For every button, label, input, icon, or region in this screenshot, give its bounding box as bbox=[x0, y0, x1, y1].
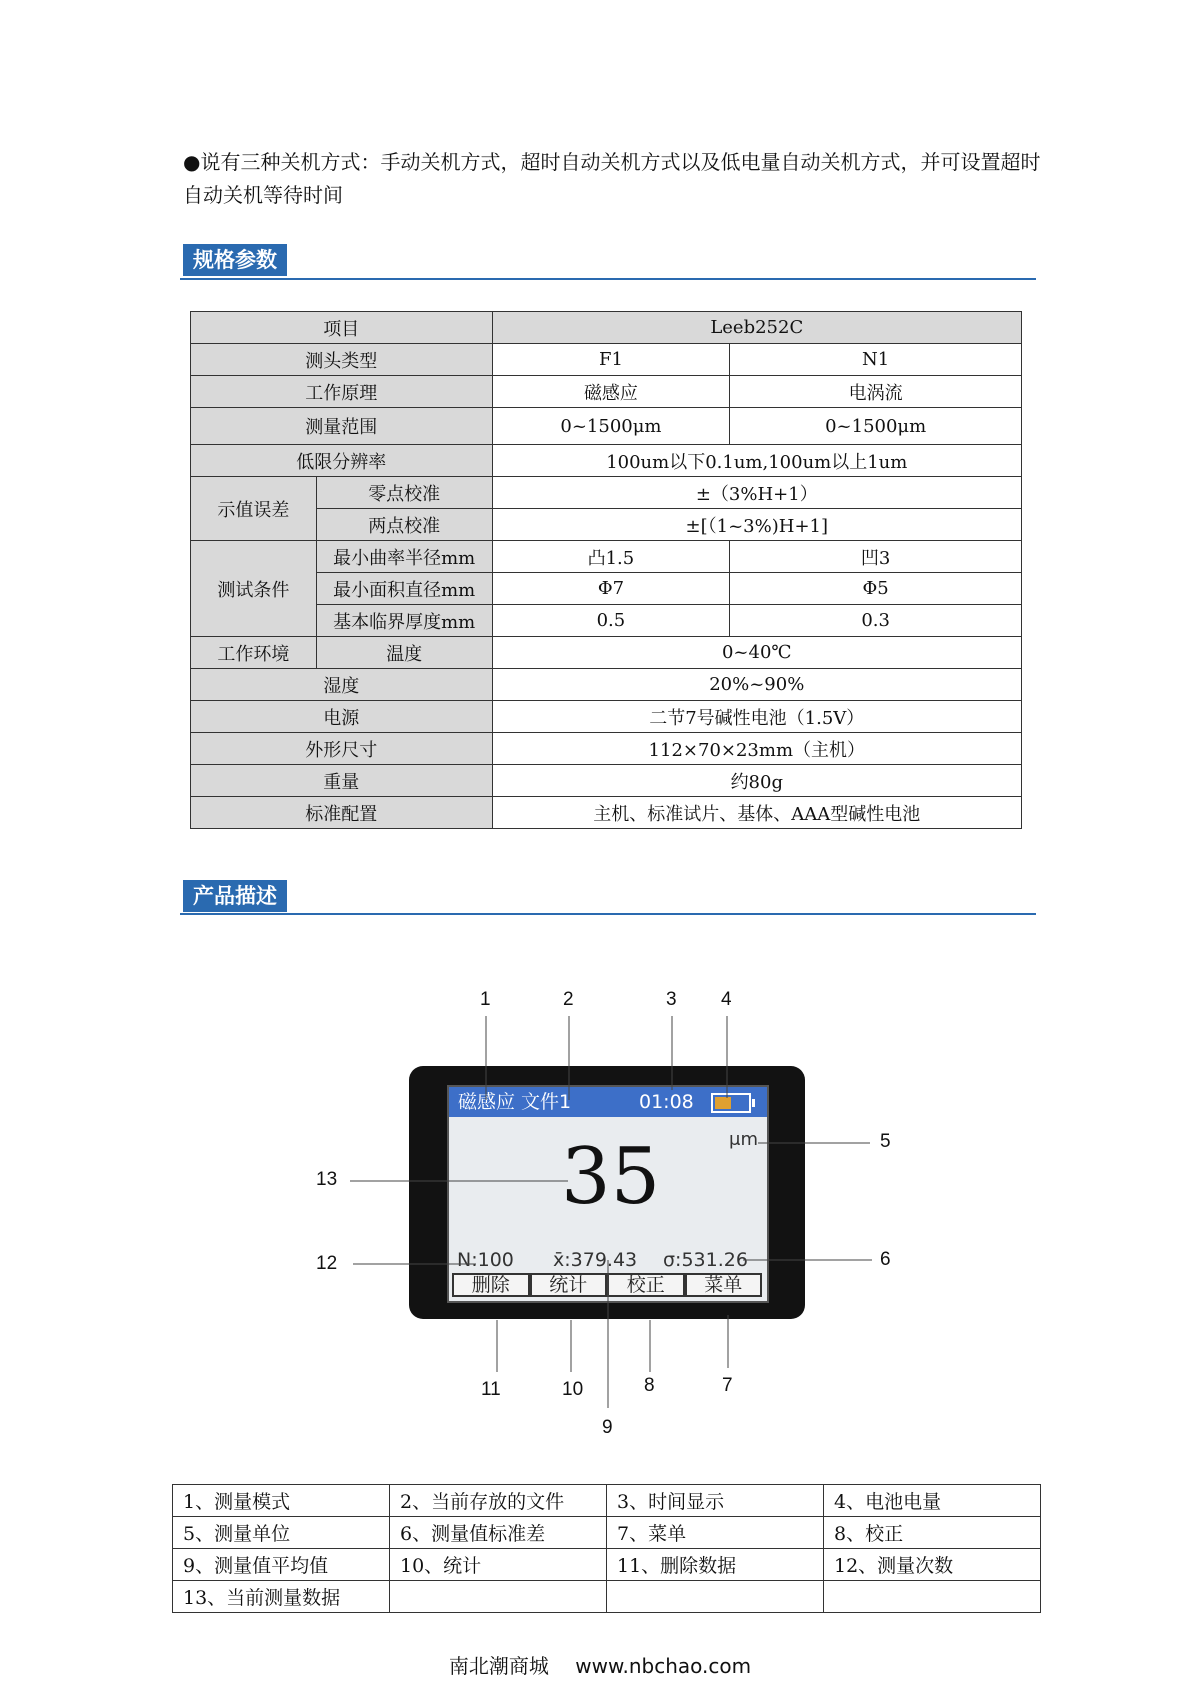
delete-button[interactable]: 删除 bbox=[452, 1273, 530, 1297]
table-cell bbox=[824, 1581, 1041, 1613]
callout-3: 3 bbox=[666, 989, 677, 1010]
table-cell: 4、电池电量 bbox=[824, 1485, 1041, 1517]
table-cell: 100um以下0.1um,100um以上1um bbox=[492, 445, 1021, 477]
table-cell: 两点校准 bbox=[316, 509, 492, 541]
table-cell: 外形尺寸 bbox=[191, 733, 493, 765]
current-value: 35 bbox=[561, 1132, 661, 1222]
mean-label: x̄:379.43 bbox=[553, 1249, 638, 1271]
table-cell: ±（3%H+1） bbox=[492, 477, 1021, 509]
table-cell bbox=[607, 1581, 824, 1613]
table-cell bbox=[390, 1581, 607, 1613]
callout-1: 1 bbox=[480, 989, 491, 1010]
callout-4: 4 bbox=[721, 989, 732, 1010]
table-cell: 10、统计 bbox=[390, 1549, 607, 1581]
section-title-spec-label: 规格参数 bbox=[183, 244, 287, 276]
table-cell: 基本临界厚度mm bbox=[316, 605, 492, 637]
table-cell: 2、当前存放的文件 bbox=[390, 1485, 607, 1517]
table-cell: 0~1500μm bbox=[492, 408, 730, 445]
table-cell: 0~1500μm bbox=[730, 408, 1022, 445]
table-row bbox=[173, 1581, 1041, 1613]
table-cell: 0.3 bbox=[730, 605, 1022, 637]
table-cell: 磁感应 bbox=[492, 376, 730, 408]
table-cell: 零点校准 bbox=[316, 477, 492, 509]
table-cell: 二节7号碱性电池（1.5V） bbox=[492, 701, 1021, 733]
unit-label: μm bbox=[729, 1129, 758, 1150]
table-cell: 凹3 bbox=[730, 541, 1022, 573]
table-cell: Φ5 bbox=[730, 573, 1022, 605]
callout-7: 7 bbox=[722, 1375, 733, 1396]
time-display: 01:08 bbox=[639, 1091, 694, 1113]
sigma-label: σ:531.26 bbox=[663, 1249, 748, 1271]
callout-8: 8 bbox=[644, 1375, 655, 1396]
table-cell: 112×70×23mm（主机） bbox=[492, 733, 1021, 765]
table-cell: 0.5 bbox=[492, 605, 730, 637]
table-cell: Φ7 bbox=[492, 573, 730, 605]
intro-paragraph: ●说有三种关机方式：手动关机方式，超时自动关机方式以及低电量自动关机方式，并可设置超时自动关机等待时间 bbox=[183, 150, 1041, 207]
legend-table bbox=[172, 1484, 1041, 1613]
table-cell: 5、测量单位 bbox=[173, 1517, 390, 1549]
callout-13: 13 bbox=[316, 1169, 338, 1190]
table-cell: Leeb252C bbox=[492, 312, 1021, 344]
table-cell: 项目 bbox=[191, 312, 493, 344]
table-cell: 7、菜单 bbox=[607, 1517, 824, 1549]
table-cell: 8、校正 bbox=[824, 1517, 1041, 1549]
callout-2: 2 bbox=[563, 989, 574, 1010]
table-cell: 电涡流 bbox=[730, 376, 1022, 408]
table-cell: 主机、标准试片、基体、AAA型碱性电池 bbox=[492, 797, 1021, 829]
table-cell: 温度 bbox=[316, 637, 492, 669]
footer-store-name: 南北潮商城 bbox=[448, 1654, 549, 1678]
table-cell: 标准配置 bbox=[191, 797, 493, 829]
table-cell: 湿度 bbox=[191, 669, 493, 701]
callout-6: 6 bbox=[880, 1249, 891, 1270]
table-cell: 测试条件 bbox=[191, 541, 317, 637]
table-cell: 3、时间显示 bbox=[607, 1485, 824, 1517]
table-cell: 最小曲率半径mm bbox=[316, 541, 492, 573]
table-cell: 示值误差 bbox=[191, 477, 317, 541]
table-cell: N1 bbox=[730, 344, 1022, 376]
table-cell: 工作环境 bbox=[191, 637, 317, 669]
table-cell: 测头类型 bbox=[191, 344, 493, 376]
table-cell: 13、当前测量数据 bbox=[173, 1581, 390, 1613]
table-cell: 1、测量模式 bbox=[173, 1485, 390, 1517]
table-cell: 0~40℃ bbox=[492, 637, 1021, 669]
table-row bbox=[173, 1549, 1041, 1581]
table-cell: F1 bbox=[492, 344, 730, 376]
callout-11: 11 bbox=[481, 1379, 501, 1400]
callout-10: 10 bbox=[562, 1379, 584, 1400]
calibrate-button[interactable]: 校正 bbox=[607, 1273, 685, 1297]
callout-12: 12 bbox=[316, 1253, 338, 1274]
table-cell: 工作原理 bbox=[191, 376, 493, 408]
callout-9: 9 bbox=[602, 1417, 613, 1438]
table-cell: 测量范围 bbox=[191, 408, 493, 445]
menu-button[interactable]: 菜单 bbox=[685, 1273, 763, 1297]
table-cell: 最小面积直径mm bbox=[316, 573, 492, 605]
measure-mode-label: 磁感应 文件1 bbox=[458, 1091, 572, 1113]
stats-button[interactable]: 统计 bbox=[530, 1273, 608, 1297]
table-cell: 6、测量值标准差 bbox=[390, 1517, 607, 1549]
table-cell: 重量 bbox=[191, 765, 493, 797]
table-cell: 12、测量次数 bbox=[824, 1549, 1041, 1581]
count-label: N:100 bbox=[457, 1249, 514, 1271]
table-row bbox=[173, 1517, 1041, 1549]
table-cell: ±[（1~3%)H+1] bbox=[492, 509, 1021, 541]
table-cell: 凸1.5 bbox=[492, 541, 730, 573]
table-cell: 低限分辨率 bbox=[191, 445, 493, 477]
table-cell: 11、删除数据 bbox=[607, 1549, 824, 1581]
table-cell: 电源 bbox=[191, 701, 493, 733]
footer-url[interactable]: www.nbchao.com bbox=[575, 1654, 752, 1678]
page-footer bbox=[0, 1650, 1200, 1679]
section-title-desc-label: 产品描述 bbox=[183, 880, 287, 912]
table-row bbox=[173, 1485, 1041, 1517]
table-cell: 20%~90% bbox=[492, 669, 1021, 701]
callout-5: 5 bbox=[880, 1131, 891, 1152]
table-cell: 9、测量值平均值 bbox=[173, 1549, 390, 1581]
table-cell: 约80g bbox=[492, 765, 1021, 797]
